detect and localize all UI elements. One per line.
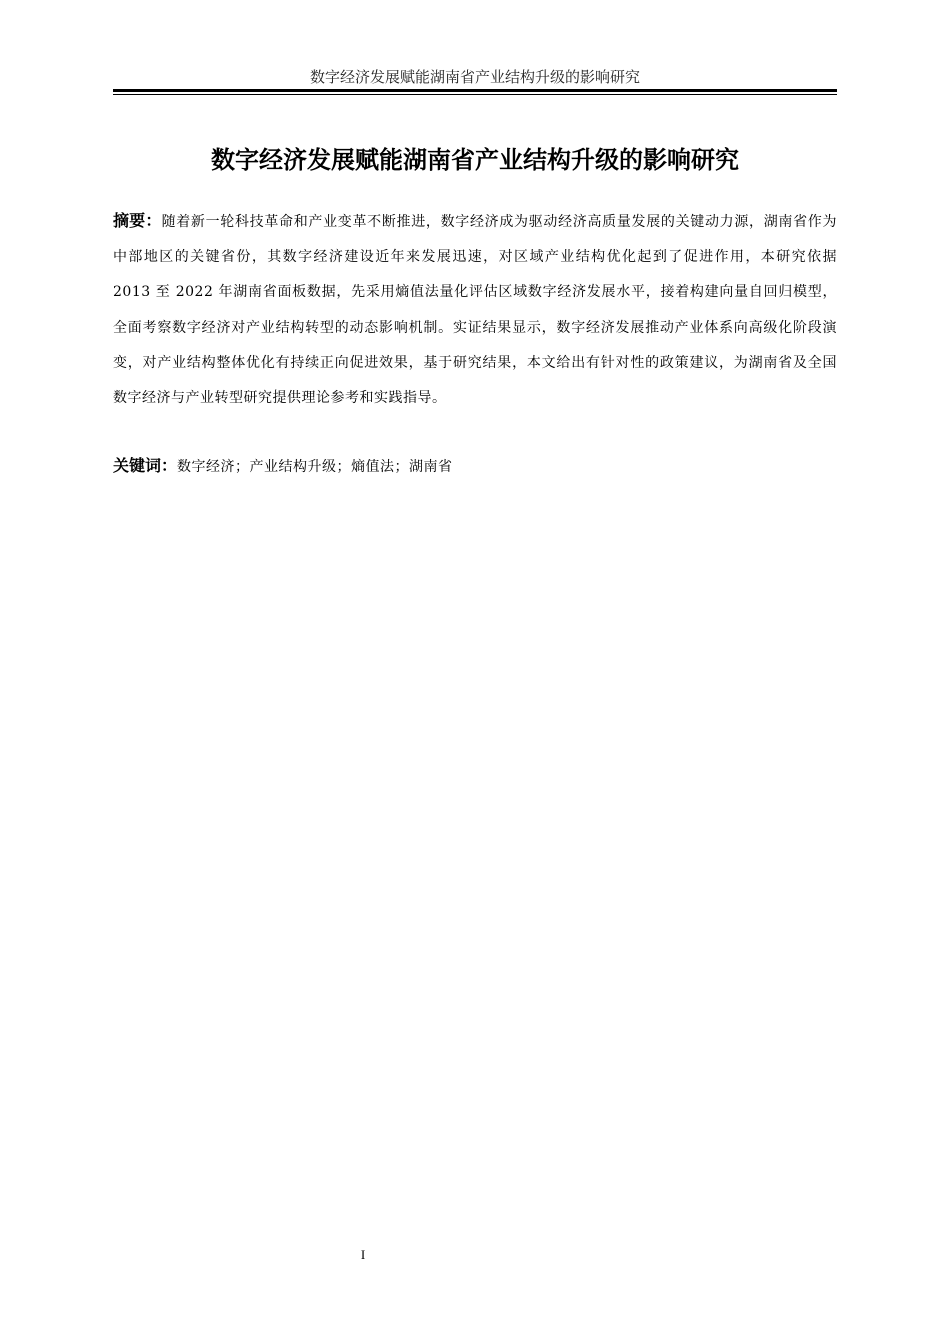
header-rule-thick	[113, 89, 837, 92]
running-header: 数字经济发展赋能湖南省产业结构升级的影响研究	[309, 68, 640, 86]
page-title: 数字经济发展赋能湖南省产业结构升级的影响研究	[211, 146, 739, 174]
abstract-text: 随着新一轮科技革命和产业变革不断推进，数字经济成为驱动经济高质量发展的关键动力源，湖南省作为中部地区的关键省份，其数字经济建设近年来发展迅速，对区域产业结构优化起到了促进作用，本研究依据 2013 至 2022 年湖南省面板数据，先采用熵值法量化评估区域数字经济发展水平，接着构建向量自回归模型，全面考察数字经济对产业结构转型的动态影响机制。实证结果显示，数字经济发展推动产业体系向高级化阶段演变，对产业结构整体优化有持续正向促进效果，基于研究结果，本文给出有针对性的政策建议，为湖南省及全国数字经济与产业转型研究提供理论参考和实践指导。	[113, 214, 837, 407]
keywords-text: 数字经济；产业结构升级；熵值法；湖南省	[177, 459, 453, 475]
keywords-paragraph	[113, 451, 837, 482]
keywords-label: 关键词：	[113, 456, 178, 475]
page-number: I	[360, 1247, 366, 1262]
abstract-label: 摘要：	[113, 211, 162, 230]
header-rule-thin	[113, 94, 837, 95]
abstract-paragraph	[113, 203, 837, 416]
